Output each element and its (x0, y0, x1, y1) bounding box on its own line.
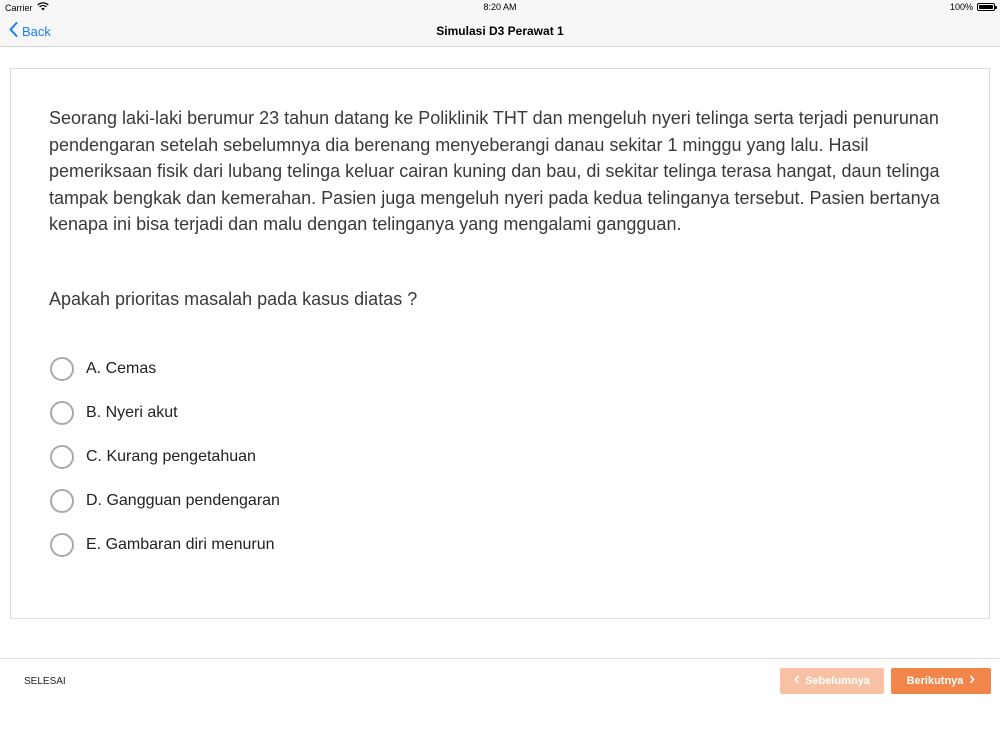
radio-button-icon[interactable] (50, 357, 74, 381)
option-a[interactable] (50, 347, 280, 391)
previous-label: Sebelumnya (805, 675, 870, 687)
option-e[interactable] (50, 523, 280, 567)
battery-icon (977, 3, 995, 11)
option-b[interactable] (50, 391, 280, 435)
chevron-right-icon (969, 675, 975, 687)
carrier-label: Carrier (5, 2, 33, 13)
option-label: D. Gangguan pendengaran (86, 492, 280, 509)
option-label: E. Gambaran diri menurun (86, 536, 275, 553)
option-label: A. Cemas (86, 360, 157, 377)
status-bar (0, 0, 1000, 16)
battery-percent: 100% (949, 2, 973, 12)
page-title: Simulasi D3 Perawat 1 (436, 24, 564, 38)
radio-button-icon[interactable] (50, 445, 74, 469)
previous-button[interactable] (780, 668, 884, 694)
radio-button-icon[interactable] (50, 533, 74, 557)
answer-options (50, 347, 280, 567)
next-label: Berikutnya (906, 675, 964, 687)
back-label: Back (22, 23, 51, 39)
next-button[interactable] (891, 668, 991, 694)
finish-button[interactable]: SELESAI (24, 676, 66, 687)
status-right (950, 2, 995, 12)
option-label: B. Nyeri akut (86, 404, 178, 421)
question-card (10, 68, 990, 619)
question-text: Seorang laki-laki berumur 23 tahun datang ke Poliklinik THT dan mengeluh nyeri telinga serta terjadi penurunan pendengaran setelah sebelumnya dia berenang menyeberangi danau sekitar 1 minggu yang lalu. Hasil pemeriksaan fisik dari lubang telinga keluar cairan kuning dan bau, di sekitar telinga terasa hangat, daun telinga tampak bengkak dan kemerahan. Pasien juga mengeluh nyeri pada kedua telinganya tersebut. Pasien bertanya kenapa ini bisa terjadi dan malu dengan telinganya yang mengalami gangguan. (49, 108, 940, 234)
navigation-bar (0, 16, 1000, 47)
option-d[interactable] (50, 479, 280, 523)
status-time: 8:20 AM (483, 2, 517, 12)
option-c[interactable] (50, 435, 280, 479)
option-label: C. Kurang pengetahuan (86, 448, 256, 465)
radio-button-icon[interactable] (50, 489, 74, 513)
footer-divider (0, 658, 1000, 659)
radio-button-icon[interactable] (50, 401, 74, 425)
chevron-left-icon (794, 675, 800, 687)
question-prompt: Apakah prioritas masalah pada kasus diatas ? (49, 289, 418, 309)
